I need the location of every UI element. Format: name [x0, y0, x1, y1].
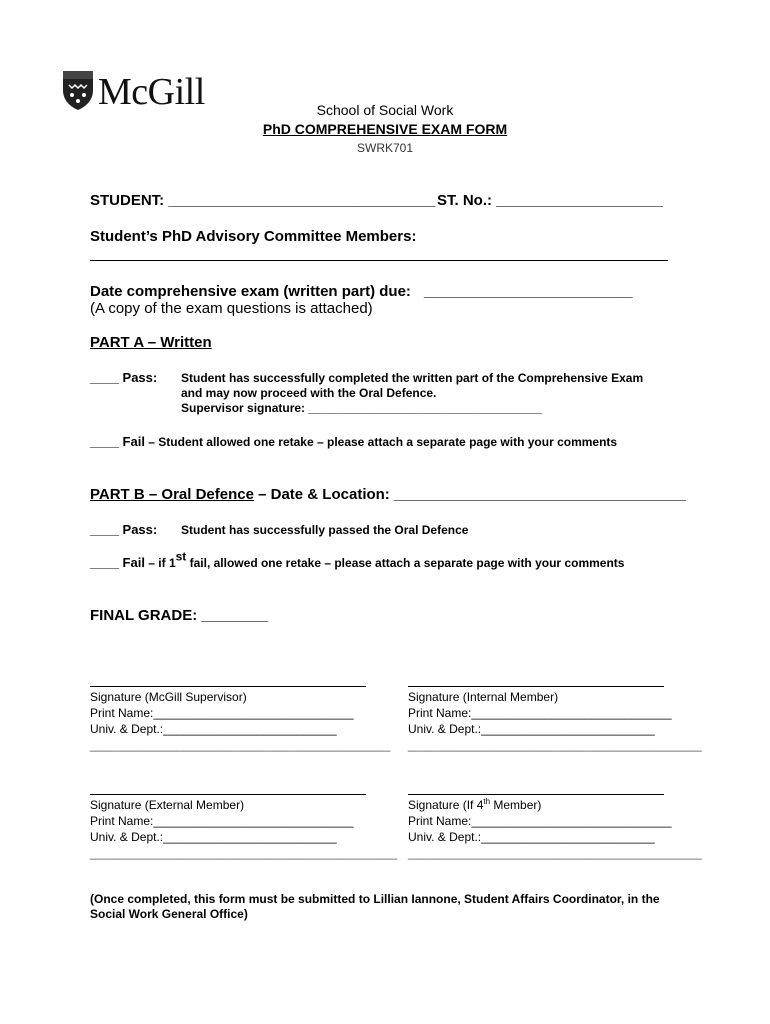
part-a-pass-text-2: and may now proceed with the Oral Defence.: [181, 386, 437, 400]
school-name: School of Social Work: [316, 102, 454, 118]
external-member-signature-line[interactable]: [90, 794, 366, 795]
date-due-field[interactable]: _________________________: [424, 283, 633, 300]
student-number-field[interactable]: ST. No.: ____________________: [437, 192, 664, 209]
part-b-fail-sup: st: [175, 549, 187, 564]
student-field[interactable]: STUDENT: ________________________________: [90, 192, 436, 209]
form-title: PhD COMPREHENSIVE EXAM FORM: [262, 121, 508, 137]
external-member-univ-dept[interactable]: Univ. & Dept.:__________________________: [90, 830, 337, 844]
part-a-pass-text-1: Student has successfully completed the written part of the Comprehensive Exam: [181, 371, 644, 385]
fourth-member-extra-line[interactable]: ____________________________________________: [408, 846, 702, 860]
part-a-fail-checkbox[interactable]: ____ Fail: [90, 434, 145, 449]
part-b-fail-text-post: fail, allowed one retake – please attach a separate page with your comments: [186, 556, 625, 570]
part-a-fail-text: – Student allowed one retake – please attach a separate page with your comments: [144, 435, 618, 449]
fourth-member-role: [408, 797, 702, 813]
fourth-member-role-sup: th: [483, 797, 491, 806]
fourth-member-print-name[interactable]: Print Name:______________________________: [408, 814, 672, 828]
mcgill-wordmark: McGill: [98, 71, 205, 113]
committee-label: Student’s PhD Advisory Committee Members:: [90, 228, 417, 245]
course-code: SWRK701: [356, 141, 414, 155]
date-due-label: Date comprehensive exam (written part) due:: [90, 283, 411, 300]
part-a-pass-checkbox[interactable]: ____ Pass:: [90, 370, 158, 385]
committee-line[interactable]: [90, 260, 668, 261]
part-b-date-location-field[interactable]: – Date & Location: ___________________________________: [253, 486, 686, 503]
external-member-block: [90, 797, 397, 861]
internal-member-block: [408, 689, 702, 753]
external-member-role: Signature (External Member): [90, 798, 245, 812]
mcgill-supervisor-role: Signature (McGill Supervisor): [90, 690, 247, 704]
part-b-pass-text: Student has successfully passed the Oral Defence: [181, 523, 469, 537]
part-b-title-main: PART B – Oral Defence: [90, 486, 254, 503]
part-a-title: PART A – Written: [90, 334, 212, 351]
supervisor-signature-field[interactable]: Supervisor signature: ___________________________________: [181, 401, 542, 415]
date-due-note: (A copy of the exam questions is attached): [90, 300, 373, 317]
fourth-member-role-post: Member): [490, 798, 542, 812]
part-b-title: [90, 486, 686, 503]
part-b-pass-checkbox[interactable]: ____ Pass:: [90, 522, 158, 537]
internal-member-role: Signature (Internal Member): [408, 690, 559, 704]
fourth-member-signature-line[interactable]: [408, 794, 664, 795]
part-b-fail-text-pre: – if 1: [144, 556, 176, 570]
mcgill-supervisor-print-name[interactable]: Print Name:______________________________: [90, 706, 354, 720]
fourth-member-role-pre: Signature (If 4: [408, 798, 484, 812]
internal-member-signature-line[interactable]: [408, 686, 664, 687]
part-b-fail-row: [90, 549, 625, 572]
final-grade-field[interactable]: FINAL GRADE: ________: [90, 607, 269, 624]
internal-member-print-name[interactable]: Print Name:______________________________: [408, 706, 672, 720]
part-b-fail-checkbox[interactable]: ____ Fail: [90, 555, 145, 570]
mcgill-supervisor-block: [90, 689, 390, 753]
internal-member-extra-line[interactable]: ____________________________________________: [408, 738, 702, 752]
mcgill-supervisor-signature-line[interactable]: [90, 686, 366, 687]
footer-note-line-2: Social Work General Office): [90, 907, 248, 921]
fourth-member-univ-dept[interactable]: Univ. & Dept.:__________________________: [408, 830, 655, 844]
internal-member-univ-dept[interactable]: Univ. & Dept.:__________________________: [408, 722, 655, 736]
footer-note-line-1: (Once completed, this form must be submitted to Lillian Iannone, Student Affairs Coordinator, in the: [90, 892, 660, 906]
external-member-print-name[interactable]: Print Name:______________________________: [90, 814, 354, 828]
mcgill-supervisor-univ-dept[interactable]: Univ. & Dept.:__________________________: [90, 722, 337, 736]
external-member-extra-line[interactable]: ______________________________________________: [90, 846, 397, 860]
part-a-fail-row: [90, 433, 617, 451]
fourth-member-block: [408, 797, 702, 861]
mcgill-supervisor-extra-line[interactable]: _____________________________________________: [90, 738, 391, 752]
